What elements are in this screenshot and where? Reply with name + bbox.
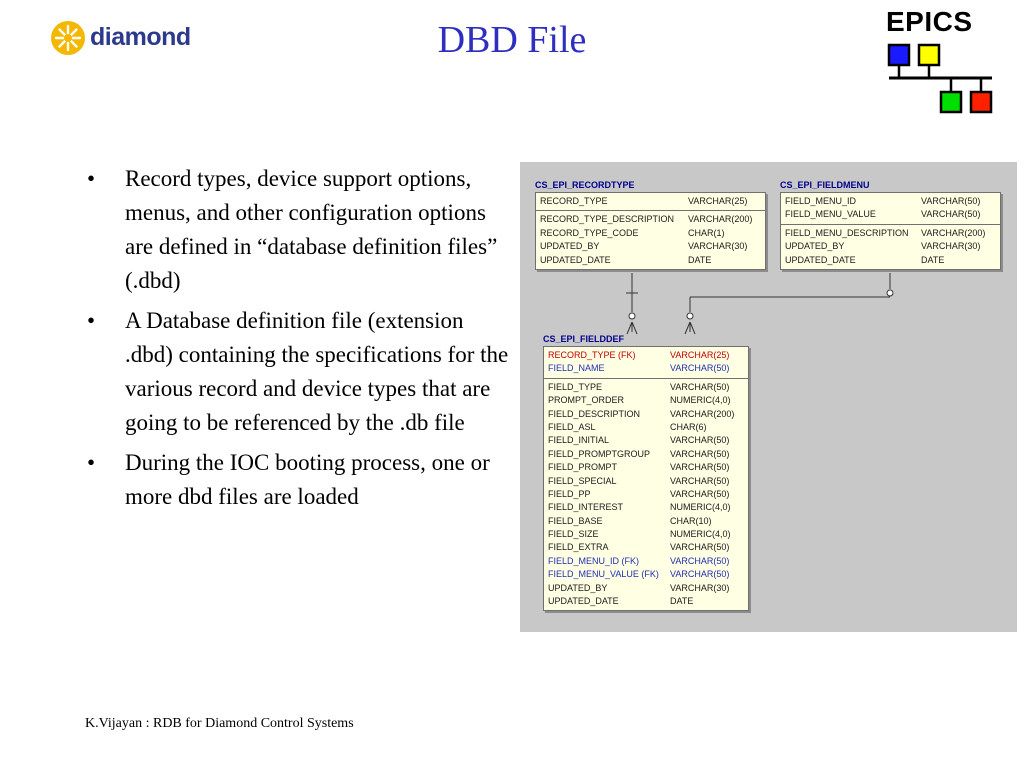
table-row: FIELD_SIZE NUMERIC(4,0)	[548, 529, 731, 540]
table-row: FIELD_MENU_ID VARCHAR(50)	[785, 196, 981, 206]
table-row: RECORD_TYPE_DESCRIPTION VARCHAR(200)	[540, 214, 753, 225]
table-row: UPDATED_BY VARCHAR(30)	[540, 241, 748, 252]
table-row: FIELD_ASL CHAR(6)	[548, 421, 707, 432]
table-row: FIELD_TYPE VARCHAR(50)	[548, 381, 730, 392]
epics-logo-text: EPICS	[886, 6, 973, 37]
table-row: RECORD_TYPE_CODE CHAR(1)	[540, 227, 725, 238]
table-row: RECORD_TYPE VARCHAR(25)	[540, 196, 748, 206]
pk-section	[781, 193, 1000, 224]
table-row: UPDATED_DATE DATE	[548, 596, 694, 607]
table-row: FIELD_MENU_ID (FK) VARCHAR(50)	[548, 555, 730, 566]
table-row: RECORD_TYPE (FK) VARCHAR(25)	[548, 350, 730, 360]
table-row: UPDATED_BY VARCHAR(30)	[548, 582, 730, 593]
bullet-item: • During the IOC booting process, one or more dbd files are loaded	[85, 446, 510, 514]
diamond-logo-text: diamond	[90, 23, 191, 51]
table-fieldmenu	[780, 192, 1001, 270]
slide-footer: K.Vijayan : RDB for Diamond Control Systems	[85, 716, 354, 731]
slide-title: DBD File	[437, 19, 587, 61]
epics-network-icon	[882, 38, 998, 118]
table-row: FIELD_DESCRIPTION VARCHAR(200)	[548, 408, 735, 419]
table-row: FIELD_MENU_DESCRIPTION VARCHAR(200)	[785, 227, 986, 238]
columns-section	[544, 378, 748, 611]
table-row: FIELD_PP VARCHAR(50)	[548, 488, 730, 499]
table-recordtype	[535, 192, 766, 270]
table-row: FIELD_MENU_VALUE (FK) VARCHAR(50)	[548, 569, 730, 580]
table-row: UPDATED_BY VARCHAR(30)	[785, 241, 981, 252]
table-fielddef	[543, 346, 749, 611]
table-row: UPDATED_DATE DATE	[540, 254, 712, 265]
table-name: CS_EPI_FIELDMENU	[780, 180, 870, 190]
table-name: CS_EPI_RECORDTYPE	[535, 180, 635, 190]
table-row: FIELD_INITIAL VARCHAR(50)	[548, 435, 730, 446]
table-row: FIELD_PROMPT VARCHAR(50)	[548, 462, 730, 473]
bullet-item: • A Database definition file (extension .dbd) containing the specifications for the various record and device types that are going to be referenced by the .db file	[85, 304, 510, 440]
table-row: FIELD_BASE CHAR(10)	[548, 515, 712, 526]
table-row: FIELD_NAME VARCHAR(50)	[548, 363, 730, 374]
table-row: UPDATED_DATE DATE	[785, 254, 945, 265]
columns-section	[536, 210, 765, 269]
table-name: CS_EPI_FIELDDEF	[543, 334, 625, 344]
table-row: FIELD_MENU_VALUE VARCHAR(50)	[785, 209, 981, 220]
table-row: PROMPT_ORDER NUMERIC(4,0)	[548, 395, 731, 406]
bullet-item: • Record types, device support options, menus, and other configuration options are defined in “database definition files” (.dbd)	[85, 162, 510, 298]
pk-section	[544, 347, 748, 378]
table-row: FIELD_EXTRA VARCHAR(50)	[548, 542, 730, 553]
columns-section	[781, 224, 1000, 269]
table-row: FIELD_SPECIAL VARCHAR(50)	[548, 475, 730, 486]
table-row: FIELD_PROMPTGROUP VARCHAR(50)	[548, 448, 730, 459]
table-row: FIELD_INTEREST NUMERIC(4,0)	[548, 502, 731, 513]
bullet-list	[85, 162, 510, 520]
epics-logo	[882, 6, 998, 116]
pk-section	[536, 193, 765, 210]
er-diagram	[520, 162, 1017, 632]
